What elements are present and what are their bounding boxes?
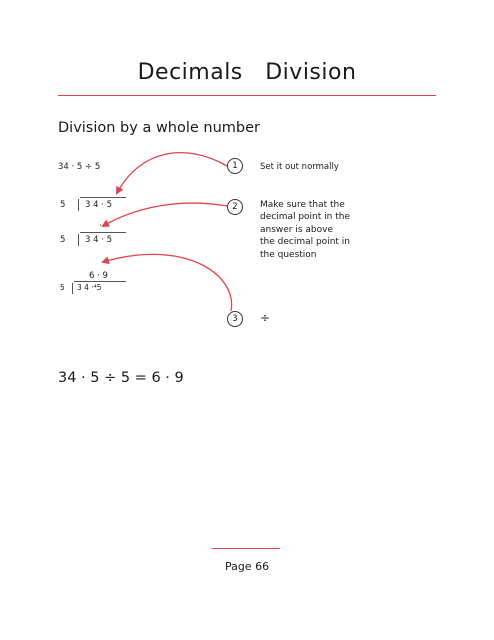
- arrow-step-3: [103, 254, 232, 311]
- result-equation: 34 · 5 ÷ 5 = 6 · 9: [58, 370, 184, 386]
- step-2-answer-point: ·: [99, 221, 102, 231]
- step-3-text: ÷: [260, 311, 271, 325]
- arrow-step-1: [117, 153, 227, 193]
- step-2-divisor: 5: [60, 235, 66, 245]
- step-3-dividend: 3 4 ·⁴5: [77, 283, 102, 292]
- step-3-answer: 6 · 9: [89, 271, 108, 281]
- step-1-text: Set it out normally: [260, 162, 339, 172]
- arrow-step-2: [103, 203, 227, 226]
- section-heading: Division by a whole number: [58, 120, 261, 136]
- problem-statement: 34 · 5 ÷ 5: [58, 162, 101, 172]
- step-2-circle: 2: [227, 199, 243, 215]
- step-1-dividend: 3 4 · 5: [85, 200, 113, 210]
- step-3-divisor: 5: [60, 283, 65, 292]
- page-number: Page 66: [224, 560, 270, 573]
- footer-rule: [212, 548, 280, 549]
- page-title: Decimals Division: [137, 60, 357, 85]
- step-1-divisor: 5: [60, 200, 66, 210]
- step-2-dividend: 3 4 · 5: [85, 235, 113, 245]
- step-2-text: Make sure that the decimal point in the answer is above the decimal point in the question: [260, 200, 350, 260]
- step-3-circle: 3: [227, 311, 243, 327]
- step-1-circle: 1: [227, 158, 243, 174]
